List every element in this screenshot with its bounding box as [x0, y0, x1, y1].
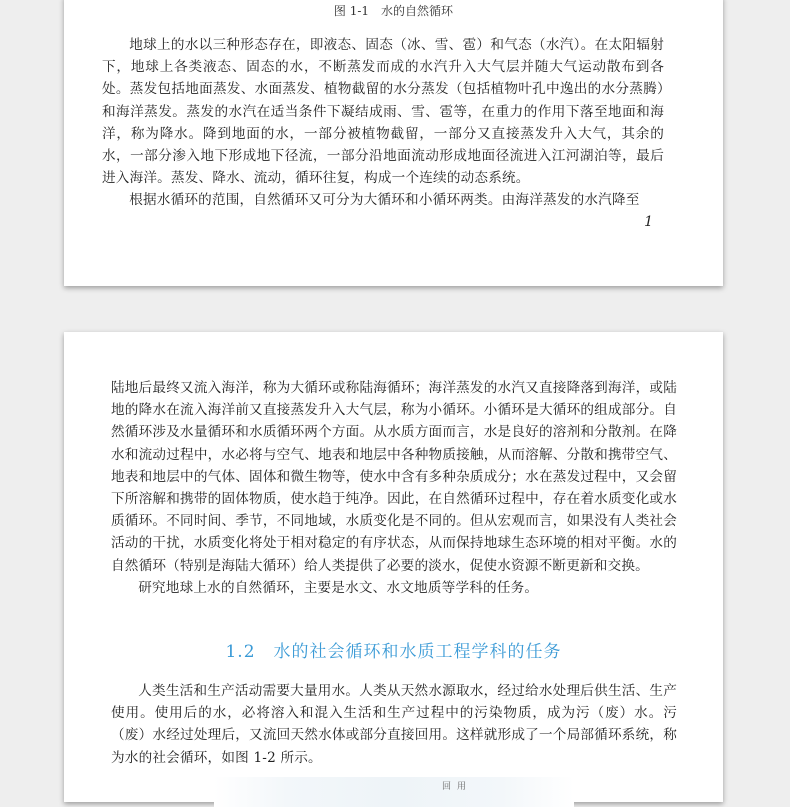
section-number: 1.2	[225, 642, 256, 662]
paragraph: 地球上的水以三种形态存在，即液态、固态（冰、雪、雹）和气态（水汽）。在太阳辐射下，地球上各类液态、固态的水，不断蒸发而成的水汽升入大气层并随大气运动散布到各处。蒸发包括地面蒸发、水面蒸发、植物截留的水分蒸发（包括植物叶孔中逸出的水分蒸腾）和海洋蒸发。蒸发的水汽在适当条件下凝结成雨、雪、雹等，在重力的作用下落至地面和海洋，称为降水。降到地面的水，一部分被植物截留，一部分又直接蒸发升入大气，其余的水，一部分渗入地下形成地下径流，一部分沿地面流动形成地面径流进入江河湖泊等，最后进入海洋。蒸发、降水、流动，循环往复，构成一个连续的动态系统。	[102, 37, 664, 187]
figure-label-reuse: 回用	[442, 782, 473, 792]
page-2-body	[111, 377, 677, 599]
page-number: 1	[644, 214, 653, 230]
paragraph: 根据水循环的范围，自然循环又可分为大循环和小循环两类。由海洋蒸发的水汽降至	[129, 192, 640, 209]
figure-1-2-top-edge	[214, 777, 574, 807]
document-page-2	[64, 332, 723, 802]
section-title: 水的社会循环和水质工程学科的任务	[273, 642, 562, 662]
paragraph: 研究地球上水的自然循环，主要是水文、水文地质等学科的任务。	[138, 579, 539, 596]
document-page-1	[64, 0, 723, 286]
section-heading	[64, 637, 723, 662]
paragraph: 人类生活和生产活动需要大量用水。人类从天然水源取水，经过给水处理后供生活、生产使用。使用后的水，必将溶入和混入生活和生产过程中的污染物质，成为污（废）水。污（废）水经过处理后，又流回天然水体或部分直接回用。这样就形成了一个局部循环系统，称为水的社会循环，如图 1-2 所示。	[111, 683, 677, 766]
figure-caption: 图 1-1 水的自然循环	[333, 4, 454, 18]
page-1-body	[102, 34, 664, 212]
paragraph: 陆地后最终又流入海洋，称为大循环或称陆海循环；海洋蒸发的水汽又直接降落到海洋，或陆地的降水在流入海洋前又直接蒸发升入大气层，称为小循环。小循环是大循环的组成部分。自然循环涉及水量循环和水质循环两个方面。从水质方面而言，水是良好的溶剂和分散剂。在降水和流动过程中，水必将与空气、地表和地层中各种物质接触，从而溶解、分散和携带空气、地表和地层中的气体、固体和微生物等，使水中含有多种杂质成分；水在蒸发过程中，又会留下所溶解和携带的固体物质，使水趋于纯净。因此，在自然循环过程中，存在着水质变化或水质循环。不同时间、季节，不同地域，水质变化是不同的。但从宏观而言，如果没有人类社会活动的干扰，水质变化将处于相对稳定的有序状态，从而保持地球生态环境的相对平衡。水的自然循环（特别是海陆大循环）给人类提供了必要的淡水，促使水资源不断更新和交换。	[111, 380, 677, 574]
page-2-body-continued	[111, 680, 677, 769]
